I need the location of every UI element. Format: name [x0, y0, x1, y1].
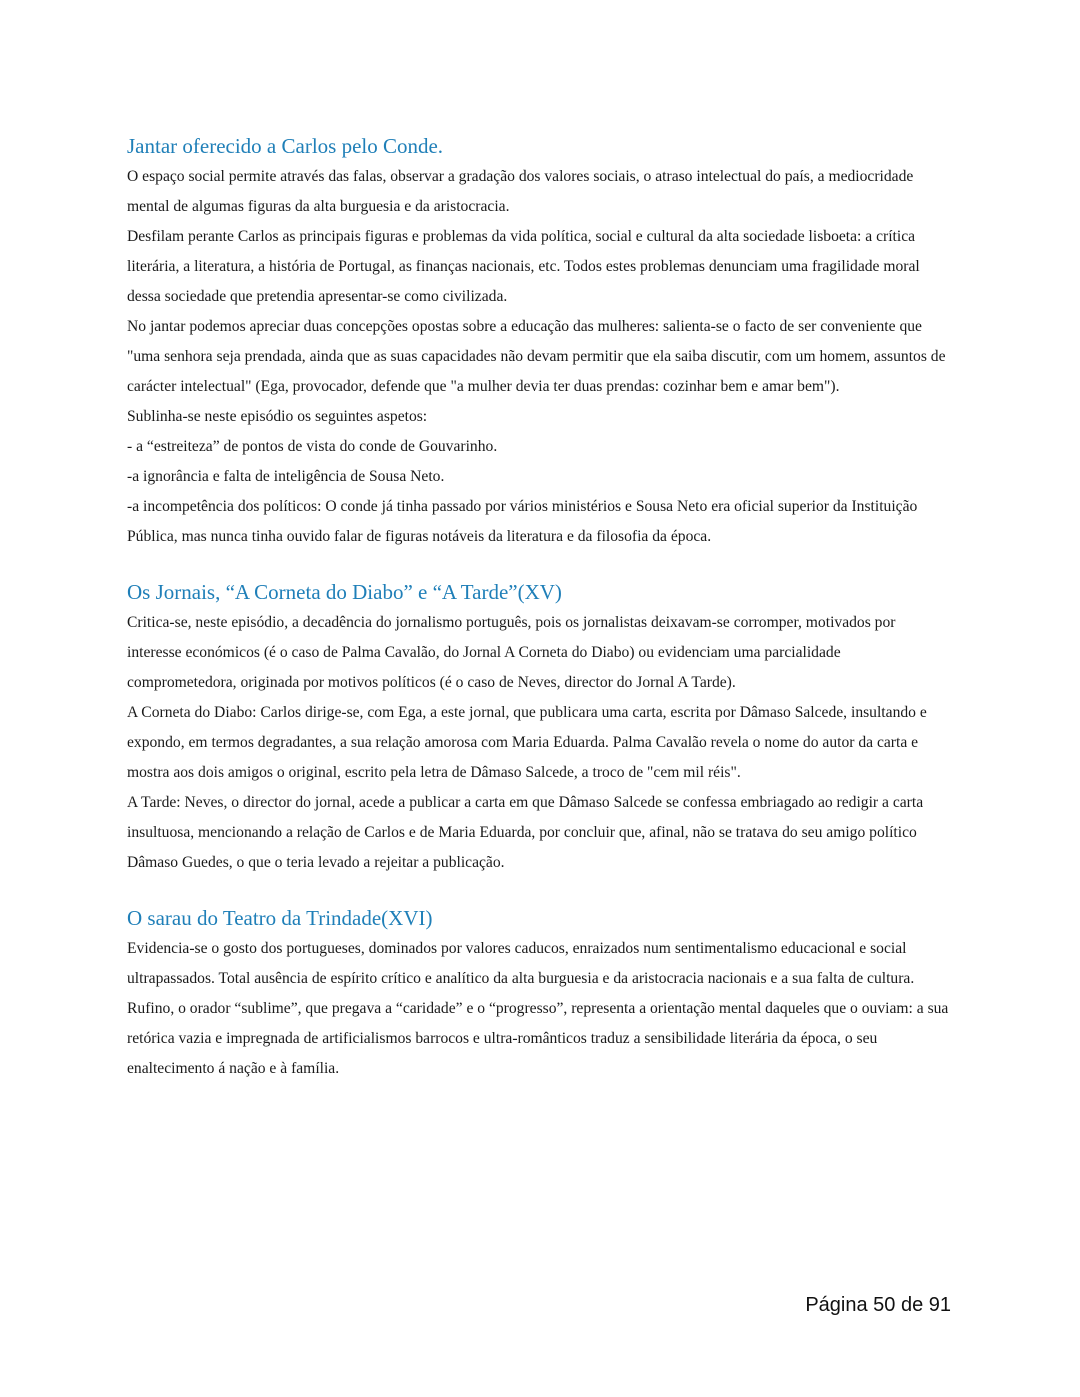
- section-jornais: [127, 578, 953, 878]
- paragraph: No jantar podemos apreciar duas concepções opostas sobre a educação das mulheres: salienta-se o facto de ser conveniente que "uma senhora seja prendada, ainda que as suas capacidades não devam permitir que ela saiba discutir, com um homem, assuntos de carácter intelectual" (Ega, provocador, defende que "a mulher devia ter duas prendas: cozinhar bem e amar bem").: [127, 318, 946, 395]
- section-sarau: [127, 904, 953, 1084]
- list-item: - a “estreiteza” de pontos de vista do conde de Gouvarinho.: [127, 438, 498, 455]
- paragraph: Rufino, o orador “sublime”, que pregava a “caridade” e o “progresso”, representa a orientação mental daqueles que o ouviam: a sua retórica vazia e impregnada de artificialismos barrocos e ultra-românticos traduz a sensibilidade literária da época, o seu enaltecimento á nação e à família.: [127, 1000, 949, 1077]
- section-title: Os Jornais, “A Corneta do Diabo” e “A Tarde”(XV): [127, 580, 562, 604]
- list-item: -a ignorância e falta de inteligência de Sousa Neto.: [127, 468, 445, 485]
- paragraph: O espaço social permite através das falas, observar a gradação dos valores sociais, o atraso intelectual do país, a mediocridade mental de algumas figuras da alta burguesia e da aristocracia.: [127, 168, 914, 215]
- paragraph: A Corneta do Diabo: Carlos dirige-se, com Ega, a este jornal, que publicara uma carta, escrita por Dâmaso Salcede, insultando e expondo, em termos degradantes, a sua relação amorosa com Maria Eduarda. Palma Cavalão revela o nome do autor da carta e mostra aos dois amigos o original, escrito pela letra de Dâmaso Salcede, a troco de "cem mil réis".: [127, 704, 927, 781]
- section-jantar: [127, 132, 953, 552]
- section-title: O sarau do Teatro da Trindade(XVI): [127, 906, 433, 930]
- list-item: -a incompetência dos políticos: O conde já tinha passado por vários ministérios e Sousa Neto era oficial superior da Instituição Pública, mas nunca tinha ouvido falar de figuras notáveis da literatura e da filosofia da época.: [127, 498, 918, 545]
- document-page: [127, 132, 953, 1110]
- section-title: Jantar oferecido a Carlos pelo Conde.: [127, 134, 444, 158]
- paragraph: Critica-se, neste episódio, a decadência do jornalismo português, pois os jornalistas deixavam-se corromper, motivados por interesse económicos (é o caso de Palma Cavalão, do Jornal A Corneta do Diabo) ou evidenciam uma parcialidade comprometedora, originada por motivos políticos (é o caso de Neves, director do Jornal A Tarde).: [127, 614, 896, 691]
- page-number: Página 50 de 91: [805, 1294, 951, 1316]
- paragraph: Desfilam perante Carlos as principais figuras e problemas da vida política, social e cultural da alta sociedade lisboeta: a crítica literária, a literatura, a história de Portugal, as finanças nacionais, etc. Todos estes problemas denunciam uma fragilidade moral dessa sociedade que pretendia apresentar-se como civilizada.: [127, 228, 920, 305]
- paragraph: Sublinha-se neste episódio os seguintes aspetos:: [127, 408, 428, 425]
- paragraph: Evidencia-se o gosto dos portugueses, dominados por valores caducos, enraizados num sentimentalismo educacional e social ultrapassados. Total ausência de espírito crítico e analítico da alta burguesia e da aristocracia nacionais e a sua falta de cultura.: [127, 940, 915, 987]
- paragraph: A Tarde: Neves, o director do jornal, acede a publicar a carta em que Dâmaso Salcede se confessa embriagado ao redigir a carta insultuosa, mencionando a relação de Carlos e de Maria Eduarda, por concluir que, afinal, não se tratava do seu amigo político Dâmaso Guedes, o que o teria levado a rejeitar a publicação.: [127, 794, 924, 871]
